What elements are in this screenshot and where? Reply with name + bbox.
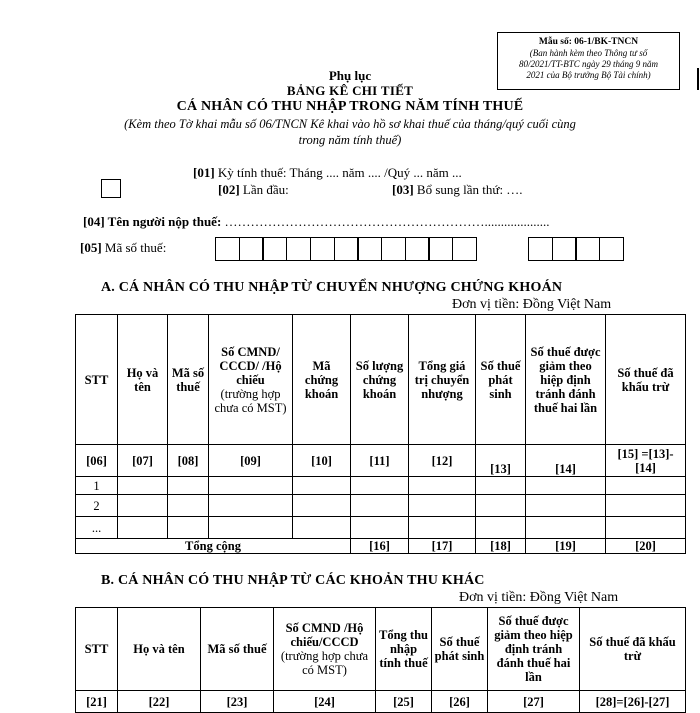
tax-code-cell[interactable] [286, 237, 311, 261]
tax-code-cell[interactable] [528, 237, 553, 261]
table-cell[interactable] [409, 495, 476, 517]
col-code: [11] [351, 445, 409, 477]
tax-code-cell[interactable] [239, 237, 264, 261]
total-label: Tổng cộng [76, 539, 351, 554]
form-code: Mẫu số: 06-1/BK-TNCN [538, 37, 639, 47]
tax-code-cell[interactable] [310, 237, 335, 261]
total-code: [17] [409, 539, 476, 554]
col-header: Tổng thu nhập tính thuế [376, 608, 432, 691]
field-label: Kỳ tính thuế: Tháng .... năm .... /Quý ... năm ... [217, 165, 462, 180]
table-header-row [76, 315, 686, 445]
col-header-note: (trường hợp chưa có MST) [214, 386, 287, 415]
table-cell[interactable] [209, 495, 293, 517]
section-a-table [75, 314, 686, 554]
field-label: Bổ sung lần thứ: …. [416, 182, 523, 197]
col-header: Mã chứng khoán [293, 315, 351, 445]
col-code: [06] [76, 445, 118, 477]
section-a-title: A. CÁ NHÂN CÓ THU NHẬP TỪ CHUYỂN NHƯỢNG CHỨNG KHOÁN [101, 280, 563, 295]
section-b-table [75, 607, 686, 713]
table-row [76, 495, 686, 517]
col-header: Số thuế đã khấu trừ [580, 608, 686, 691]
tax-code-cell[interactable] [452, 237, 477, 261]
table-cell[interactable] [409, 477, 476, 495]
col-header: Tổng giá trị chuyển nhượng [409, 315, 476, 445]
col-code: [09] [209, 445, 293, 477]
table-cell[interactable] [118, 495, 168, 517]
col-header-note: (trường hợp chưa có MST) [280, 649, 369, 677]
total-code: [16] [351, 539, 409, 554]
tax-period-field [193, 165, 462, 181]
form-note-line: (Ban hành kèm theo Thông tư số [529, 48, 648, 58]
col-code: [07] [118, 445, 168, 477]
table-cell[interactable] [293, 495, 351, 517]
table-cell[interactable] [209, 517, 293, 539]
col-header: Mã số thuế [201, 608, 274, 691]
page-title: BẢNG KÊ CHI TIẾT [286, 83, 414, 98]
tax-code-cell[interactable] [552, 237, 577, 261]
table-cell[interactable] [351, 517, 409, 539]
table-cell[interactable] [606, 495, 686, 517]
col-header: Số thuế phát sinh [476, 315, 526, 445]
table-cell[interactable] [351, 495, 409, 517]
tax-code-cell[interactable] [381, 237, 406, 261]
col-code: [14] [526, 445, 606, 477]
col-header: Số lượng chứng khoán [351, 315, 409, 445]
tax-code-cells-main [215, 237, 476, 261]
table-cell[interactable] [293, 517, 351, 539]
table-cell[interactable] [476, 495, 526, 517]
col-header [274, 608, 376, 691]
col-header-main: Số CMND /Hộ chiếu/CCCD [285, 621, 364, 649]
col-code: [15] =[13]-[14] [606, 445, 686, 477]
total-code: [18] [476, 539, 526, 554]
row-number: ... [76, 517, 118, 539]
tax-code-cell[interactable] [262, 237, 287, 261]
table-cell[interactable] [476, 477, 526, 495]
tax-code-field [80, 240, 166, 256]
form-note-line: 2021 của Bộ trưởng Bộ Tài chính) [526, 70, 651, 80]
col-header-main: Số CMND/ CCCD/ /Hộ chiếu [219, 344, 282, 387]
table-cell[interactable] [526, 495, 606, 517]
table-row [76, 517, 686, 539]
appendix-label: Phụ lục [328, 68, 372, 83]
col-code: [26] [432, 691, 488, 713]
table-cell[interactable] [351, 477, 409, 495]
form-note-line: 80/2021/TT-BTC ngày 29 tháng 9 năm [518, 59, 659, 69]
tax-code-cell[interactable] [428, 237, 453, 261]
field-code: [01] [193, 165, 215, 180]
col-code: [21] [76, 691, 118, 713]
section-b-title: B. CÁ NHÂN CÓ THU NHẬP TỪ CÁC KHOẢN THU KHÁC [101, 573, 485, 588]
total-code: [19] [526, 539, 606, 554]
code-row [76, 691, 686, 713]
col-header: Số thuế được giảm theo hiệp định tránh đánh thuế hai lần [526, 315, 606, 445]
code-row [76, 445, 686, 477]
table-cell[interactable] [168, 517, 209, 539]
table-cell[interactable] [526, 517, 606, 539]
field-code: [02] [218, 182, 240, 197]
table-header-row [76, 608, 686, 691]
table-cell[interactable] [209, 477, 293, 495]
section-b-unit: Đơn vị tiền: Đồng Việt Nam [459, 590, 619, 605]
table-cell[interactable] [606, 477, 686, 495]
attachment-note [0, 116, 700, 148]
row-number: 1 [76, 477, 118, 495]
table-cell[interactable] [168, 495, 209, 517]
note-line: (Kèm theo Tờ khai mẫu số 06/TNCN Kê khai vào hồ sơ khai thuế của tháng/quý cuối cùng [124, 117, 576, 131]
table-cell[interactable] [409, 517, 476, 539]
total-code: [20] [606, 539, 686, 554]
field-label: Lần đầu: [242, 182, 289, 197]
col-header: Số thuế đã khấu trừ [606, 315, 686, 445]
table-cell[interactable] [293, 477, 351, 495]
col-code: [10] [293, 445, 351, 477]
field-code: [05] [80, 240, 102, 255]
first-filing-field [218, 182, 289, 198]
tax-code-cell[interactable] [599, 237, 624, 261]
col-code: [25] [376, 691, 432, 713]
supplement-field [392, 182, 523, 198]
first-filing-checkbox[interactable] [101, 179, 121, 198]
col-header: Số thuế được giảm theo hiệp định tránh đánh thuế hai lần [488, 608, 580, 691]
col-header: Họ và tên [118, 315, 168, 445]
table-cell[interactable] [118, 477, 168, 495]
tax-code-cells-branch [528, 237, 623, 261]
tax-code-cell[interactable] [215, 237, 240, 261]
col-header: Mã số thuế [168, 315, 209, 445]
section-a-unit: Đơn vị tiền: Đồng Việt Nam [452, 297, 612, 312]
col-code: [23] [201, 691, 274, 713]
page-subtitle: CÁ NHÂN CÓ THU NHẬP TRONG NĂM TÍNH THUẾ [176, 99, 524, 114]
table-row [76, 477, 686, 495]
col-header: Họ và tên [118, 608, 201, 691]
tax-code-cell[interactable] [334, 237, 359, 261]
col-code: [24] [274, 691, 376, 713]
col-code: [22] [118, 691, 201, 713]
tax-code-cell[interactable] [357, 237, 382, 261]
total-row [76, 539, 686, 554]
col-header: Số thuế phát sinh [432, 608, 488, 691]
col-code: [08] [168, 445, 209, 477]
table-cell[interactable] [118, 517, 168, 539]
col-code: [12] [409, 445, 476, 477]
note-line: trong năm tính thuế) [298, 133, 402, 147]
table-cell[interactable] [168, 477, 209, 495]
row-number: 2 [76, 495, 118, 517]
field-label: Mã số thuế: [104, 240, 167, 255]
table-cell[interactable] [476, 517, 526, 539]
col-header: STT [76, 315, 118, 445]
field-dots: …………………………………………………….................... [224, 214, 550, 229]
table-cell[interactable] [606, 517, 686, 539]
col-header [209, 315, 293, 445]
col-code: [27] [488, 691, 580, 713]
col-header: STT [76, 608, 118, 691]
tax-code-cell[interactable] [405, 237, 430, 261]
tax-code-cell[interactable] [575, 237, 600, 261]
field-code: [03] [392, 182, 414, 197]
col-code: [13] [476, 445, 526, 477]
table-cell[interactable] [526, 477, 606, 495]
field-label: [04] Tên người nộp thuế: [83, 214, 222, 229]
taxpayer-name-field [83, 214, 550, 230]
col-code: [28]=[26]-[27] [580, 691, 686, 713]
